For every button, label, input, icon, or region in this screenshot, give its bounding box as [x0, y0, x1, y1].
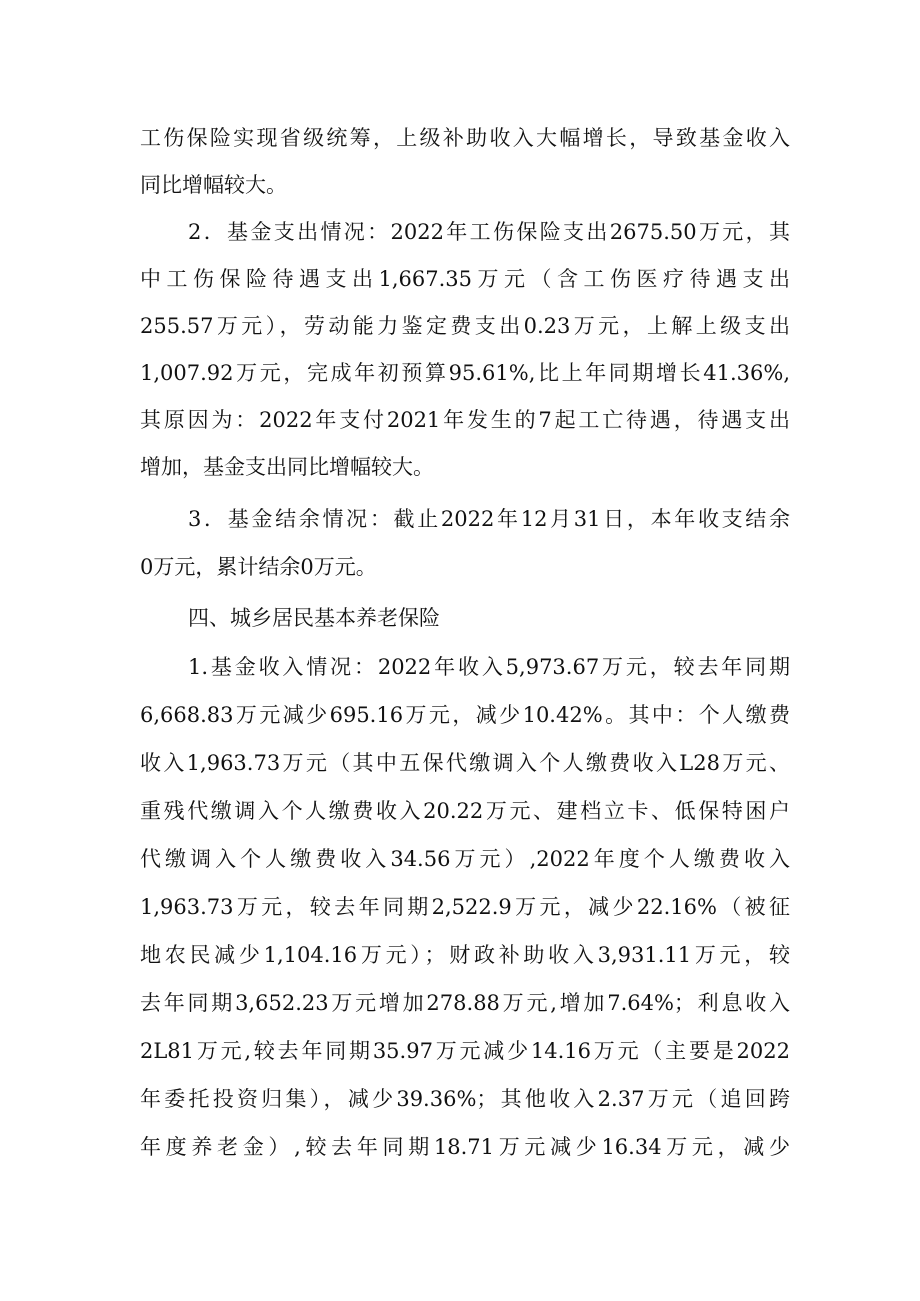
text-line: 年委托投资归集），减少39.36%；其他收入2.37万元（追回跨 — [140, 1087, 790, 1111]
text-line: 6,668.83万元减少695.16万元，减少10.42%。其中：个人缴费 — [140, 703, 790, 727]
text-line: 同比增幅较大。 — [140, 173, 287, 197]
text-line: 0万元，累计结余0万元。 — [140, 555, 377, 579]
text-line: 重残代缴调入个人缴费收入20.22万元、建档立卡、低保特困户 — [140, 799, 790, 823]
section-heading: 四、城乡居民基本养老保险 — [188, 606, 440, 630]
text-line: 去年同期3,652.23万元增加278.88万元,增加7.64%；利息收入 — [140, 991, 790, 1015]
text-line: 2．基金支出情况：2022年工伤保险支出2675.50万元，其 — [188, 220, 790, 244]
text-line: 3．基金结余情况：截止2022年12月31日，本年收支结余 — [188, 507, 790, 531]
text-line: 收入1,963.73万元（其中五保代缴调入个人缴费收入L28万元、 — [140, 751, 790, 775]
text-line: 2L81万元,较去年同期35.97万元减少14.16万元（主要是2022 — [140, 1039, 790, 1063]
text-line: 代缴调入个人缴费收入34.56万元）,2022年度个人缴费收入 — [140, 847, 790, 871]
text-line: 年度养老金）,较去年同期18.71万元减少16.34万元，减少 — [140, 1135, 790, 1159]
text-line: 1,963.73万元，较去年同期2,522.9万元，减少22.16%（被征 — [140, 895, 790, 919]
text-line: 其原因为：2022年支付2021年发生的7起工亡待遇，待遇支出 — [140, 408, 790, 432]
text-line: 工伤保险实现省级统筹，上级补助收入大幅增长，导致基金收入 — [140, 126, 790, 150]
text-line: 地农民减少1,104.16万元）；财政补助收入3,931.11万元，较 — [140, 943, 790, 967]
text-line: 1.基金收入情况：2022年收入5,973.67万元，较去年同期 — [188, 655, 790, 679]
text-line: 255.57万元），劳动能力鉴定费支出0.23万元，上解上级支出 — [140, 314, 790, 338]
text-line: 中工伤保险待遇支出1,667.35万元（含工伤医疗待遇支出 — [140, 267, 790, 291]
text-line: 1,007.92万元，完成年初预算95.61%,比上年同期增长41.36%, — [140, 361, 790, 385]
text-line: 增加，基金支出同比增幅较大。 — [140, 455, 434, 479]
